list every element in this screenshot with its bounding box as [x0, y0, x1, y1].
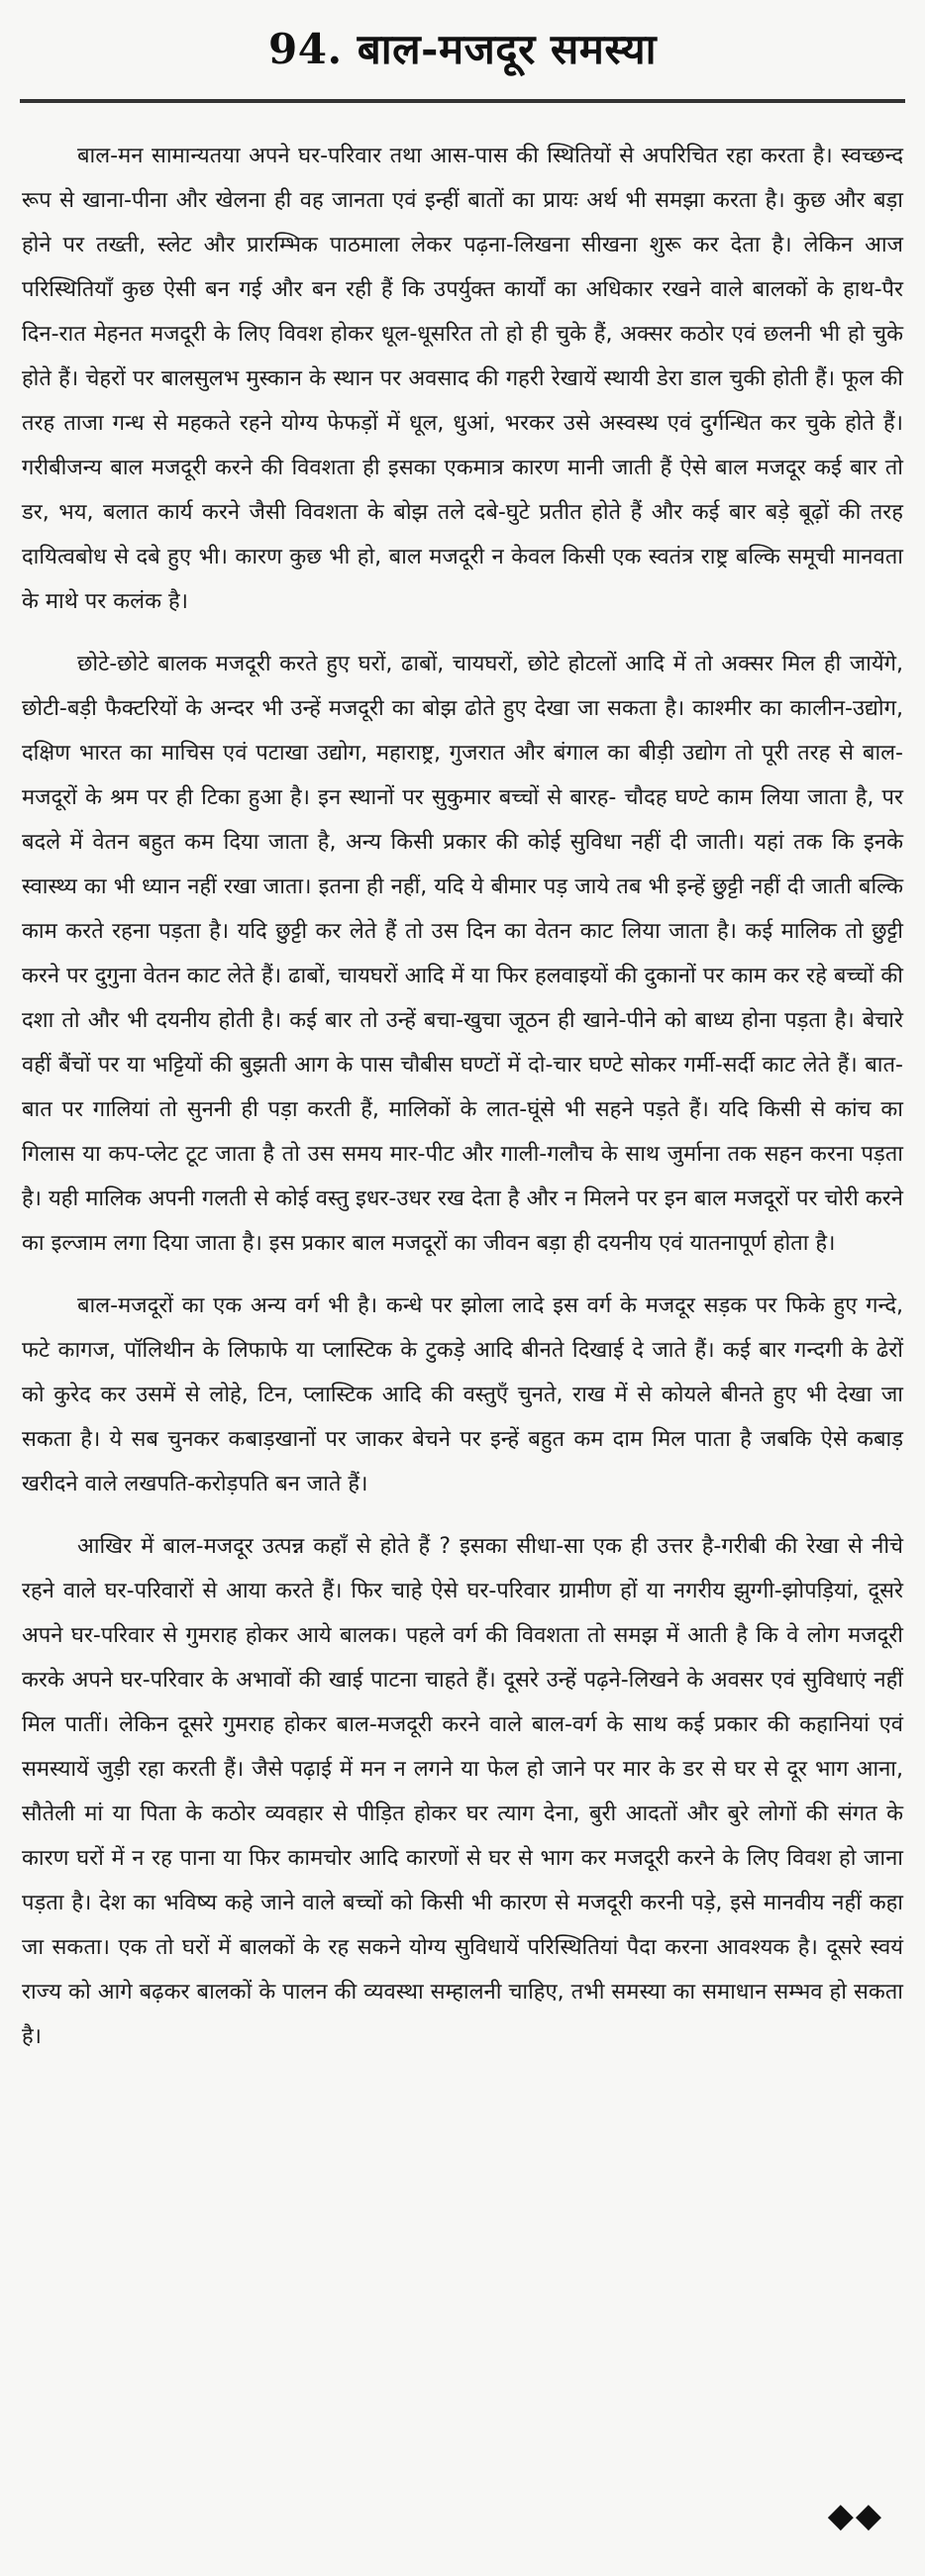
paragraph-4: आखिर में बाल-मजदूर उत्पन्न कहाँ से होते हैं ? इसका सीधा-सा एक ही उत्तर है-गरीबी की रेखा से नीचे रहने वाले घर-परिवारों से आया करते हैं। फिर चाहे ऐसे घर-परिवार ग्रामीण हों या नगरीय झुग्गी-झोपड़ियां, दूसरे अपने घर-परिवार से गुमराह होकर आये बालक। पहले वर्ग की विवशता तो समझ में आती है कि वे लोग मजदूरी करके अपने घर-परिवार के अभावों की खाई पाटना चाहते हैं। दूसरे उन्हें पढ़ने-लिखने के अवसर एवं सुविधाएं नहीं मिल पातीं। लेकिन दूसरे गुमराह होकर बाल-मजदूरी करने वाले बाल-वर्ग के साथ कई प्रकार की कहानियां एवं समस्यायें जुड़ी रहा करती हैं। जैसे पढ़ाई में मन न लगने या फेल हो जाने पर मार के डर से घर से दूर भाग आना, सौतेली मां या पिता के कठोर व्यवहार से पीड़ित होकर घर त्याग देना, बुरी आदतों और बुरे लोगों की संगत के कारण घरों में न रह पाना या फिर कामचोर आदि कारणों से घर से भाग कर मजदूरी करने के लिए विवश हो जाना पड़ता है। देश का भविष्य कहे जाने वाले बच्चों को किसी भी कारण से मजदूरी करनी पड़े, इसे मानवीय नहीं कहा जा सकता। एक तो घरों में बालकों के रह सकने योग्य सुविधायें परिस्थितियां पैदा करना आवश्यक है। दूसरे स्वयं राज्य को आगे बढ़कर बालकों के पालन की व्यवस्था सम्हालनी चाहिए, तभी समस्या का समाधान सम्भव हो सकता है। — [22, 1534, 903, 2049]
title-underline — [20, 99, 905, 103]
essay-body — [22, 134, 903, 2077]
essay-title: 94. बाल-मजदूर समस्या — [268, 25, 657, 73]
paragraph-2: छोटे-छोटे बालक मजदूरी करते हुए घरों, ढाबों, चायघरों, छोटे होटलों आदि में तो अक्सर मिल ही जायेंगे, छोटी-बड़ी फैक्टरियों के अन्दर भी उन्हें मजदूरी का बोझ ढोते हुए देखा जा सकता है। काश्मीर का कालीन-उद्योग, दक्षिण भारत का माचिस एवं पटाखा उद्योग, महाराष्ट्र, गुजरात और बंगाल का बीड़ी उद्योग तो पूरी तरह से बाल-मजदूरों के श्रम पर ही टिका हुआ है। इन स्थानों पर सुकुमार बच्चों से बारह- चौदह घण्टे काम लिया जाता है, पर बदले में वेतन बहुत कम दिया जाता है, अन्य किसी प्रकार की कोई सुविधा नहीं दी जाती। यहां तक कि इनके स्वास्थ्य का भी ध्यान नहीं रखा जाता। इतना ही नहीं, यदि ये बीमार पड़ जाये तब भी इन्हें छुट्टी नहीं दी जाती बल्कि काम करते रहना पड़ता है। यदि छुट्टी कर लेते हैं तो उस दिन का वेतन काट लिया जाता है। कई मालिक तो छुट्टी करने पर दुगुना वेतन काट लेते हैं। ढाबों, चायघरों आदि में या फिर हलवाइयों की दुकानों पर काम कर रहे बच्चों की दशा तो और भी दयनीय होती है। कई बार तो उन्हें बचा-खुचा जूठन ही खाने-पीने को बाध्य होना पड़ता है। बेचारे वहीं बैंचों पर या भट्टियों की बुझती आग के पास चौबीस घण्टों में दो-चार घण्टे सोकर गर्मी-सर्दी काट लेते हैं। बात-बात पर गालियां तो सुननी ही पड़ा करती हैं, मालिकों के लात-घूंसे भी सहने पड़ते हैं। यदि किसी से कांच का गिलास या कप-प्लेट टूट जाता है तो उस समय मार-पीट और गाली-गलौच के साथ जुर्माना तक सहन करना पड़ता है। यही मालिक अपनी गलती से कोई वस्तु इधर-उधर रख देता है और न मिलने पर इन बाल मजदूरों पर चोरी करने का इल्जाम लगा दिया जाता है। इस प्रकार बाल मजदूरों का जीवन बड़ा ही दयनीय एवं यातनापूर्ण होता है। — [22, 652, 903, 1256]
end-diamonds-icon: ◆◆ — [827, 2496, 883, 2535]
paragraph-3: बाल-मजदूरों का एक अन्य वर्ग भी है। कन्धे पर झोला लादे इस वर्ग के मजदूर सड़क पर फिके हुए गन्दे, फटे कागज, पॉलिथीन के लिफाफे या प्लास्टिक के टुकड़े आदि बीनते दिखाई दे जाते हैं। कई बार गन्दगी के ढेरों को कुरेद कर उसमें से लोहे, टिन, प्लास्टिक आदि की वस्तुएँ चुनते, राख में से कोयले बीनते हुए भी देखा जा सकता है। ये सब चुनकर कबाड़खानों पर जाकर बेचने पर इन्हें बहुत कम दाम मिल पाता है जबकि ऐसे कबाड़ खरीदने वाले लखपति-करोड़पति बन जाते हैं। — [22, 1293, 903, 1496]
paragraph-1: बाल-मन सामान्यतया अपने घर-परिवार तथा आस-पास की स्थितियों से अपरिचित रहा करता है। स्वच्छन्द रूप से खाना-पीना और खेलना ही वह जानता एवं इन्हीं बातों का प्रायः अर्थ भी समझा करता है। कुछ और बड़ा होने पर तख्ती, स्लेट और प्रारम्भिक पाठमाला लेकर पढ़ना-लिखना सीखना शुरू कर देता है। लेकिन आज परिस्थितियाँ कुछ ऐसी बन गई और बन रही हैं कि उपर्युक्त कार्यों का अधिकार रखने वाले बालकों के हाथ-पैर दिन-रात मेहनत मजदूरी के लिए विवश होकर धूल-धूसरित तो हो ही चुके हैं, अक्सर कठोर एवं छलनी भी हो चुके होते हैं। चेहरों पर बालसुलभ मुस्कान के स्थान पर अवसाद की गहरी रेखायें स्थायी डेरा डाल चुकी होती हैं। फूल की तरह ताजा गन्ध से महकते रहने योग्य फेफड़ों में धूल, धुआं, भरकर उसे अस्वस्थ एवं दुर्गन्धित कर चुके होते हैं। गरीबीजन्य बाल मजदूरी करने की विवशता ही इसका एकमात्र कारण मानी जाती हैं ऐसे बाल मजदूर कई बार तो डर, भय, बलात कार्य करने जैसी विवशता के बोझ तले दबे-घुटे प्रतीत होते हैं और कई बार बड़े बूढ़ों की तरह दायित्वबोध से दबे हुए भी। कारण कुछ भी हो, बाल मजदूरी न केवल किसी एक स्वतंत्र राष्ट्र बल्कि समूची मानवता के माथे पर कलंक है। — [22, 144, 903, 614]
